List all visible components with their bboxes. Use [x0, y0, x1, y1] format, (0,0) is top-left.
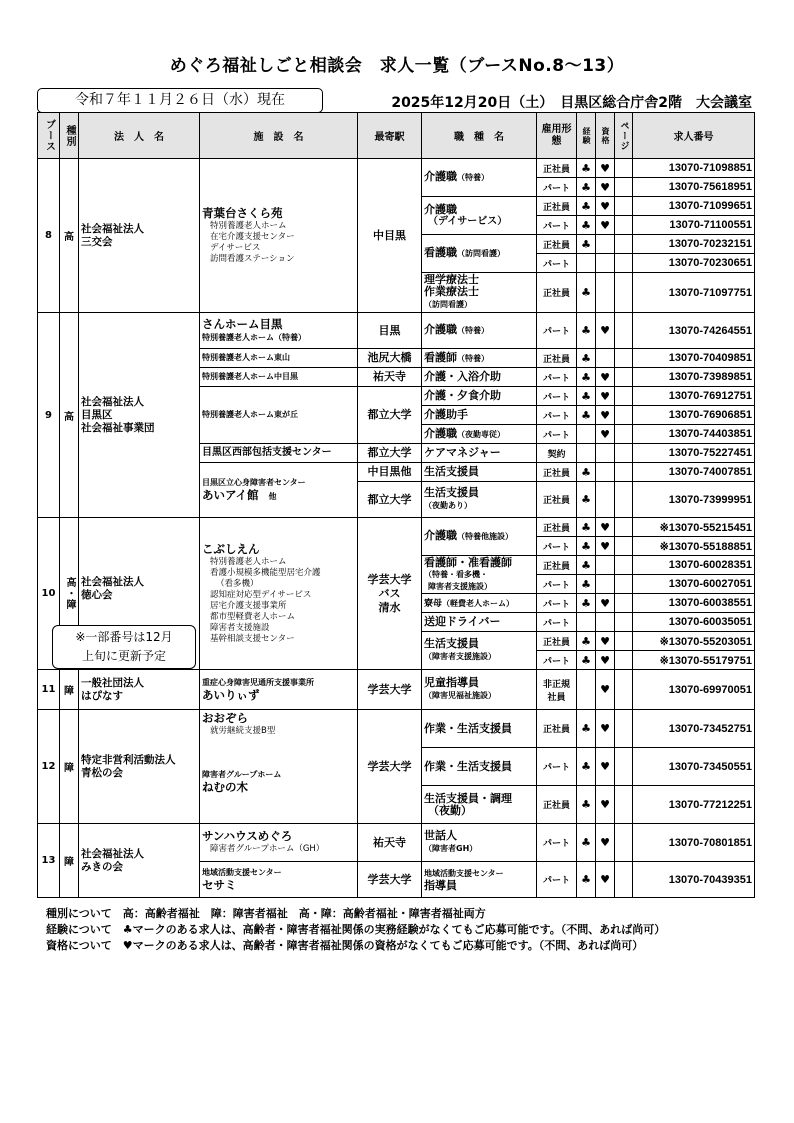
event-info: 2025年12月20日（土） 目黒区総合庁舎2階 大会議室	[391, 95, 752, 111]
heart-icon: ♥	[596, 594, 615, 613]
table-row	[38, 313, 755, 349]
page-cell	[615, 387, 633, 406]
job-number: 13070-74007851	[633, 463, 755, 482]
employment-type: パート	[537, 613, 577, 632]
page-cell	[615, 406, 633, 425]
club-icon: ♣	[577, 632, 596, 651]
job-number: 13070-73999951	[633, 482, 755, 518]
job-title: 介護職（特養他施設）	[422, 518, 537, 556]
job-title: 作業・生活支援員	[422, 748, 537, 786]
job-number: 13070-77212251	[633, 786, 755, 824]
job-title: 介護職（特養）	[422, 313, 537, 349]
employment-type: 正社員	[537, 463, 577, 482]
header-experience: 経験	[577, 113, 596, 159]
page-cell	[615, 444, 633, 463]
station: 中目黒他	[358, 463, 422, 482]
club-icon: ♣	[577, 518, 596, 537]
page-cell	[615, 651, 633, 670]
page-cell	[615, 254, 633, 273]
station: 目黒	[358, 313, 422, 349]
page-cell	[615, 632, 633, 651]
club-icon: ♣	[577, 387, 596, 406]
facility-name: 目黒区立心身障害者センター あいアイ館 他	[200, 463, 358, 518]
club-icon: ♣	[577, 651, 596, 670]
club-icon	[577, 670, 596, 710]
booth-number: 8	[38, 159, 60, 313]
corporation-name: 社会福祉法人 徳心会	[79, 518, 200, 670]
job-title: 看護師・准看護師 （特養・看多機・ 障害者支援施設）	[422, 556, 537, 594]
page-cell	[615, 786, 633, 824]
corporation-name: 特定非営利活動法人 青松の会	[79, 710, 200, 824]
kind-label: 障	[60, 670, 79, 710]
club-icon: ♣	[577, 575, 596, 594]
heart-icon: ♥	[596, 406, 615, 425]
heart-icon: ♥	[596, 632, 615, 651]
job-number: ※13070-55215451	[633, 518, 755, 537]
station: 学芸大学	[358, 862, 422, 898]
heart-icon: ♥	[596, 368, 615, 387]
employment-type: 正社員	[537, 349, 577, 368]
job-number: 13070-76912751	[633, 387, 755, 406]
employment-type: パート	[537, 575, 577, 594]
corporation-name: 社会福祉法人 みきの会	[79, 824, 200, 898]
facility-name: 地域活動支援センター セサミ	[200, 862, 358, 898]
employment-type: 契約	[537, 444, 577, 463]
kind-label: 高・障	[60, 518, 79, 670]
page-cell	[615, 216, 633, 235]
header-kind: 種別	[60, 113, 79, 159]
job-title: 介護職 （デイサービス）	[422, 197, 537, 235]
heart-icon	[596, 463, 615, 482]
employment-type: パート	[537, 313, 577, 349]
job-title: 介護職（特養）	[422, 159, 537, 197]
job-number: 13070-69970051	[633, 670, 755, 710]
facility-name: こぶしえん 特別養護老人ホーム 看護小規模多機能型居宅介護 （看多機） 認知症対応型デイサービス 居宅介護支援事業所 都市型軽費老人ホーム 障害者支援施設 基幹相談支援センター	[200, 518, 358, 670]
club-icon: ♣	[577, 710, 596, 748]
legend-qualification: 資格について ♥マークのある求人は、高齢者・障害者福祉関係の資格がなくてもご応募可能です。（不問、あれば尚可）	[46, 939, 644, 952]
page-cell	[615, 556, 633, 575]
header-page: ページ	[615, 113, 633, 159]
table-row	[38, 159, 755, 178]
club-icon: ♣	[577, 463, 596, 482]
job-number: 13070-60027051	[633, 575, 755, 594]
club-icon: ♣	[577, 235, 596, 254]
table-row	[38, 710, 755, 748]
club-icon: ♣	[577, 349, 596, 368]
heart-icon	[596, 349, 615, 368]
heart-icon: ♥	[596, 425, 615, 444]
facility-name: 青葉台さくら苑 特別養護老人ホーム 在宅介護支援センター デイサービス 訪問看護ステーション	[200, 159, 358, 313]
job-number: 13070-71099651	[633, 197, 755, 216]
station: 祐天寺	[358, 824, 422, 862]
legend-kind: 種別について 高：高齢者福祉 障：障害者福祉 高・障：高齢者福祉・障害者福祉両方	[46, 907, 486, 920]
page-cell	[615, 594, 633, 613]
job-title: ケアマネジャー	[422, 444, 537, 463]
corporation-name: 社会福祉法人 三交会	[79, 159, 200, 313]
job-number: ※13070-55203051	[633, 632, 755, 651]
facility-name: 目黒区西部包括支援センター	[200, 444, 358, 463]
club-icon: ♣	[577, 197, 596, 216]
club-icon: ♣	[577, 216, 596, 235]
station: 祐天寺	[358, 368, 422, 387]
employment-type: パート	[537, 862, 577, 898]
employment-type: 正社員	[537, 273, 577, 313]
header-qualification: 資格	[596, 113, 615, 159]
job-number: 13070-71098851	[633, 159, 755, 178]
header-number: 求人番号	[633, 113, 755, 159]
employment-type: パート	[537, 824, 577, 862]
heart-icon	[596, 273, 615, 313]
page-cell	[615, 482, 633, 518]
heart-icon: ♥	[596, 197, 615, 216]
job-title: 生活支援員	[422, 463, 537, 482]
club-icon: ♣	[577, 556, 596, 575]
employment-type: 非正規社員	[537, 670, 577, 710]
kind-label: 障	[60, 710, 79, 824]
kind-label: 障	[60, 824, 79, 898]
heart-icon: ♥	[596, 824, 615, 862]
facility-name: 重症心身障害児通所支援事業所 あいりぃず	[200, 670, 358, 710]
page-cell	[615, 537, 633, 556]
job-number: 13070-60038551	[633, 594, 755, 613]
facility-name: おおぞら 就労継続支援B型 障害者グループホーム ねむの木	[200, 710, 358, 824]
job-number: 13070-75618951	[633, 178, 755, 197]
station: 学芸大学 バス 清水	[358, 518, 422, 670]
club-icon: ♣	[577, 824, 596, 862]
club-icon	[577, 613, 596, 632]
employment-type: 正社員	[537, 710, 577, 748]
table-row	[38, 518, 755, 537]
employment-type: 正社員	[537, 235, 577, 254]
page-cell	[615, 575, 633, 594]
job-number: 13070-73989851	[633, 368, 755, 387]
job-title: 看護職（訪問看護）	[422, 235, 537, 273]
update-note: ※一部番号は12月 上旬に更新予定	[52, 625, 196, 669]
job-listing-table	[37, 112, 755, 898]
heart-icon: ♥	[596, 786, 615, 824]
job-number: 13070-71100551	[633, 216, 755, 235]
club-icon: ♣	[577, 368, 596, 387]
page-cell	[615, 463, 633, 482]
heart-icon: ♥	[596, 748, 615, 786]
page-cell	[615, 178, 633, 197]
heart-icon: ♥	[596, 387, 615, 406]
employment-type: パート	[537, 748, 577, 786]
job-title: 作業・生活支援員	[422, 710, 537, 748]
heart-icon: ♥	[596, 651, 615, 670]
job-title: 地域活動支援センター 指導員	[422, 862, 537, 898]
header-corp: 法 人 名	[79, 113, 200, 159]
job-title: 看護師（特養）	[422, 349, 537, 368]
page-cell	[615, 710, 633, 748]
employment-type: 正社員	[537, 159, 577, 178]
employment-type: パート	[537, 425, 577, 444]
job-number: 13070-60028351	[633, 556, 755, 575]
employment-type: パート	[537, 368, 577, 387]
heart-icon	[596, 482, 615, 518]
kind-label: 高	[60, 313, 79, 518]
job-number: ※13070-55188851	[633, 537, 755, 556]
page-cell	[615, 273, 633, 313]
station: 中目黒	[358, 159, 422, 313]
club-icon: ♣	[577, 273, 596, 313]
page-cell	[615, 349, 633, 368]
job-title: 生活支援員・調理 （夜勤）	[422, 786, 537, 824]
as-of-date: 令和７年１１月２６日（水）現在	[37, 88, 323, 113]
heart-icon: ♥	[596, 537, 615, 556]
job-title: 介護・夕食介助	[422, 387, 537, 406]
page-cell	[615, 159, 633, 178]
header-facility: 施 設 名	[200, 113, 358, 159]
club-icon: ♣	[577, 748, 596, 786]
job-number: 13070-75227451	[633, 444, 755, 463]
club-icon: ♣	[577, 482, 596, 518]
employment-type: 正社員	[537, 482, 577, 518]
station: 学芸大学	[358, 670, 422, 710]
facility-name: 特別養護老人ホーム東山	[200, 349, 358, 368]
club-icon	[577, 254, 596, 273]
heart-icon: ♥	[596, 216, 615, 235]
header-station: 最寄駅	[358, 113, 422, 159]
job-title: 介護・入浴介助	[422, 368, 537, 387]
heart-icon: ♥	[596, 670, 615, 710]
employment-type: パート	[537, 537, 577, 556]
club-icon	[577, 444, 596, 463]
job-title: 寮母（軽費老人ホーム）	[422, 594, 537, 613]
club-icon: ♣	[577, 537, 596, 556]
employment-type: 正社員	[537, 632, 577, 651]
page-cell	[615, 518, 633, 537]
club-icon: ♣	[577, 313, 596, 349]
job-number: 13070-60035051	[633, 613, 755, 632]
header-booth: ブース	[38, 113, 60, 159]
facility-name: 特別養護老人ホーム中目黒	[200, 368, 358, 387]
page-cell	[615, 197, 633, 216]
page-cell	[615, 425, 633, 444]
job-title: 介護助手	[422, 406, 537, 425]
page-cell	[615, 368, 633, 387]
facility-name: サンハウスめぐろ 障害者グループホーム（GH）	[200, 824, 358, 862]
heart-icon: ♥	[596, 178, 615, 197]
station: 学芸大学	[358, 710, 422, 824]
club-icon: ♣	[577, 862, 596, 898]
heart-icon	[596, 444, 615, 463]
employment-type: パート	[537, 651, 577, 670]
job-title: 生活支援員 （障害者支援施設）	[422, 632, 537, 670]
header-employment: 雇用形態	[537, 113, 577, 159]
heart-icon	[596, 613, 615, 632]
page-cell	[615, 824, 633, 862]
booth-number: 11	[38, 670, 60, 710]
corporation-name: 一般社団法人 はぴなす	[79, 670, 200, 710]
booth-number: 10	[38, 518, 60, 670]
club-icon	[577, 425, 596, 444]
header-job: 職 種 名	[422, 113, 537, 159]
employment-type: パート	[537, 254, 577, 273]
employment-type: パート	[537, 216, 577, 235]
station: 都立大学	[358, 482, 422, 518]
job-number: ※13070-55179751	[633, 651, 755, 670]
job-number: 13070-76906851	[633, 406, 755, 425]
employment-type: 正社員	[537, 197, 577, 216]
station: 都立大学	[358, 387, 422, 444]
facility-name: さんホーム目黒 特別養護老人ホーム（特養）	[200, 313, 358, 349]
job-title: 児童指導員 （障害児福祉施設）	[422, 670, 537, 710]
job-number: 13070-74403851	[633, 425, 755, 444]
employment-type: パート	[537, 178, 577, 197]
corporation-name: 社会福祉法人 目黒区 社会福祉事業団	[79, 313, 200, 518]
job-number: 13070-73452751	[633, 710, 755, 748]
job-title: 理学療法士 作業療法士 （訪問看護）	[422, 273, 537, 313]
heart-icon: ♥	[596, 159, 615, 178]
heart-icon	[596, 575, 615, 594]
club-icon: ♣	[577, 178, 596, 197]
job-number: 13070-74264551	[633, 313, 755, 349]
station: 都立大学	[358, 444, 422, 463]
heart-icon	[596, 254, 615, 273]
booth-number: 13	[38, 824, 60, 898]
job-number: 13070-70232151	[633, 235, 755, 254]
job-title: 送迎ドライバー	[422, 613, 537, 632]
job-title: 生活支援員 （夜勤あり）	[422, 482, 537, 518]
booth-number: 12	[38, 710, 60, 824]
heart-icon: ♥	[596, 862, 615, 898]
page-title: めぐろ福祉しごと相談会 求人一覧（ブースNo.8～13）	[169, 56, 625, 76]
station: 池尻大橋	[358, 349, 422, 368]
page-cell	[615, 613, 633, 632]
job-number: 13070-73450551	[633, 748, 755, 786]
job-number: 13070-70801851	[633, 824, 755, 862]
table-row	[38, 824, 755, 862]
legend-experience: 経験について ♣マークのある求人は、高齢者・障害者福祉関係の実務経験がなくてもご応募可能です。（不問、あれば尚可）	[46, 923, 666, 936]
heart-icon	[596, 556, 615, 575]
employment-type: パート	[537, 387, 577, 406]
employment-type: パート	[537, 406, 577, 425]
job-number: 13070-70230651	[633, 254, 755, 273]
job-number: 13070-70409851	[633, 349, 755, 368]
heart-icon: ♥	[596, 313, 615, 349]
employment-type: パート	[537, 594, 577, 613]
booth-number: 9	[38, 313, 60, 518]
employment-type: 正社員	[537, 786, 577, 824]
page-cell	[615, 862, 633, 898]
facility-name: 特別養護老人ホーム東が丘	[200, 387, 358, 444]
job-title: 世話人 （障害者GH）	[422, 824, 537, 862]
legend	[46, 906, 665, 954]
heart-icon: ♥	[596, 518, 615, 537]
club-icon: ♣	[577, 159, 596, 178]
job-number: 13070-71097751	[633, 273, 755, 313]
page-cell	[615, 235, 633, 254]
employment-type: 正社員	[537, 518, 577, 537]
club-icon: ♣	[577, 406, 596, 425]
table-row	[38, 670, 755, 710]
kind-label: 高	[60, 159, 79, 313]
club-icon: ♣	[577, 594, 596, 613]
heart-icon: ♥	[596, 710, 615, 748]
page-cell	[615, 313, 633, 349]
employment-type: 正社員	[537, 556, 577, 575]
page-cell	[615, 748, 633, 786]
club-icon: ♣	[577, 786, 596, 824]
job-title: 介護職（夜勤専従）	[422, 425, 537, 444]
job-number: 13070-70439351	[633, 862, 755, 898]
heart-icon	[596, 235, 615, 254]
page-cell	[615, 670, 633, 710]
